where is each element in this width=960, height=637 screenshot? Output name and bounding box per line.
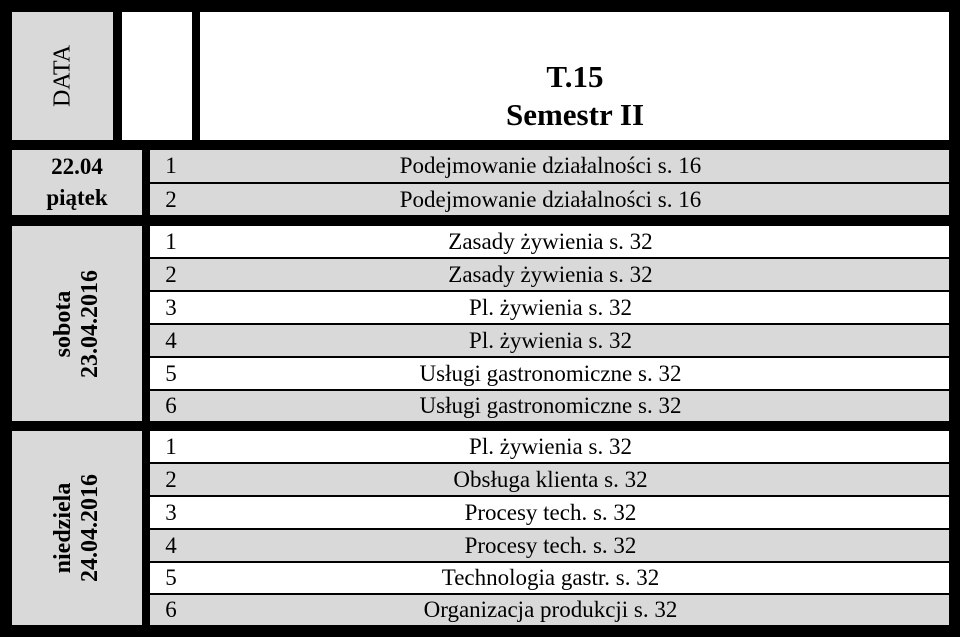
lesson-subject: Procesy tech. s. 32 [464, 532, 637, 558]
lesson-subject: Usługi gastronomiczne s. 32 [419, 360, 682, 386]
lesson-number: 1 [165, 153, 177, 178]
lesson-row [150, 292, 949, 323]
day-weekday: sobota [50, 290, 76, 357]
date-column-header-label: DATA [49, 44, 75, 108]
day-date: 23.04.2016 [77, 269, 103, 378]
blank-header-cell [122, 12, 192, 140]
lesson-row [150, 325, 949, 356]
lesson-row [150, 464, 949, 495]
lesson-number: 2 [165, 466, 177, 492]
lesson-number: 5 [165, 565, 177, 590]
day-weekday: piątek [46, 185, 108, 210]
lesson-subject: Zasady żywienia s. 32 [448, 261, 653, 287]
lesson-row [150, 150, 949, 182]
group-title: T.15 [546, 59, 604, 94]
lesson-row [150, 184, 949, 215]
lesson-row [150, 497, 949, 528]
lesson-subject: Pl. żywienia s. 32 [469, 327, 632, 353]
day-cell-friday [12, 150, 142, 215]
lesson-subject: Procesy tech. s. 32 [464, 499, 637, 525]
lesson-row [150, 431, 949, 462]
lesson-number: 1 [165, 433, 177, 459]
lesson-number: 6 [165, 597, 177, 622]
lesson-number: 4 [165, 532, 177, 558]
lesson-row [150, 259, 949, 290]
lesson-number: 1 [165, 228, 177, 254]
lesson-row [150, 530, 949, 561]
lesson-row [150, 226, 949, 257]
day-date-weekday [50, 270, 104, 378]
lesson-subject: Pl. żywienia s. 32 [469, 433, 632, 459]
lesson-number: 2 [165, 186, 177, 212]
lesson-number: 3 [165, 499, 177, 525]
lesson-subject: Pl. żywienia s. 32 [469, 294, 632, 320]
date-column-header [12, 12, 113, 140]
lesson-row [150, 595, 949, 625]
day-date: 22.04 [51, 154, 103, 179]
lesson-number: 2 [165, 261, 177, 287]
lesson-number: 4 [165, 327, 177, 353]
lesson-subject: Organizacja produkcji s. 32 [423, 597, 678, 622]
lesson-subject: Usługi gastronomiczne s. 32 [419, 393, 682, 418]
lesson-subject: Podejmowanie działalności s. 16 [399, 153, 702, 178]
day-weekday: niedziela [50, 482, 76, 574]
lesson-row [150, 358, 949, 389]
day-cell-saturday [12, 226, 142, 421]
semester-title: Semestr II [505, 97, 645, 132]
lesson-subject: Zasady żywienia s. 32 [448, 228, 653, 254]
lesson-row [150, 563, 949, 593]
day-date: 24.04.2016 [77, 474, 103, 582]
day-date-weekday [50, 474, 104, 582]
title-cell [200, 12, 949, 140]
day-cell-sunday [12, 431, 142, 625]
lesson-subject: Technologia gastr. s. 32 [441, 565, 660, 590]
lesson-number: 3 [165, 294, 177, 320]
lesson-number: 6 [165, 393, 177, 418]
lesson-subject: Podejmowanie działalności s. 16 [399, 186, 702, 212]
lesson-number: 5 [165, 360, 177, 386]
lesson-row [150, 391, 949, 421]
lesson-subject: Obsługa klienta s. 32 [453, 466, 648, 492]
